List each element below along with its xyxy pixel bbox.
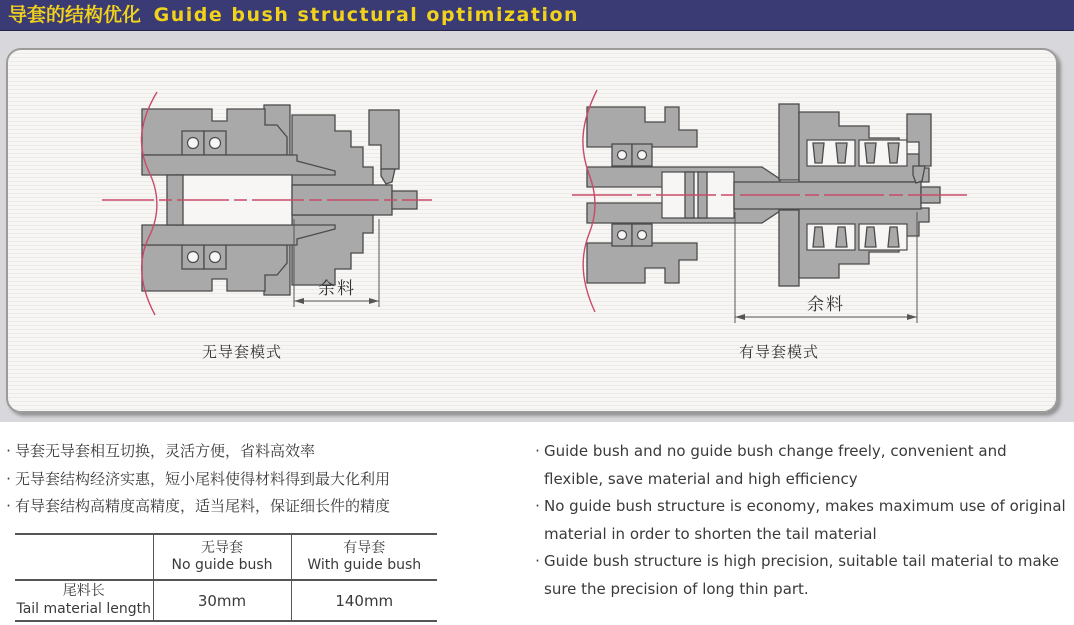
notes-english	[531, 438, 1066, 603]
bullet-icon: ·	[6, 497, 11, 515]
dimension-label: 余料	[807, 295, 845, 315]
page-title-en: Guide bush structural optimization	[153, 4, 580, 26]
bearing-ball	[210, 138, 221, 149]
bullet-icon: ·	[6, 469, 11, 488]
bullet-icon: ·	[535, 497, 540, 515]
row-label-zh: 尾料长	[62, 583, 105, 599]
table-row	[15, 580, 437, 621]
tail-material-table	[15, 533, 437, 622]
note-item	[531, 548, 1066, 603]
table-corner-cell	[15, 534, 153, 580]
roller	[865, 143, 876, 163]
note-text: Guide bush structure is high precision, suitable tail material to make sure the precision of long thin part.	[544, 552, 1060, 598]
note-item	[2, 438, 527, 466]
col-header-en: With guide bush	[307, 557, 422, 573]
col-header-zh: 无导套	[201, 539, 243, 556]
bearing-ball	[188, 138, 199, 149]
page-title-bar	[0, 0, 1074, 31]
row-label-en: Tail material length	[16, 600, 152, 617]
note-item	[2, 466, 527, 494]
page-title-zh: 导套的结构优化	[8, 4, 142, 26]
bullet-icon: ·	[535, 552, 540, 570]
caption-with-guide-bush: 有导套模式	[739, 343, 820, 361]
row-label-tail-material-length	[15, 580, 153, 621]
table-header-row	[15, 534, 437, 580]
col-header-en: No guide bush	[171, 557, 273, 573]
cutter-tip	[381, 169, 395, 184]
bullet-icon: ·	[535, 442, 540, 460]
note-text: 导套无导套相互切换，灵活方便，省料高效率	[15, 442, 316, 460]
col-header-zh: 有导套	[343, 539, 386, 556]
support-column	[779, 104, 799, 180]
notes-chinese	[2, 438, 527, 521]
roller	[813, 143, 824, 163]
col-header-no-guide-bush	[153, 534, 291, 580]
note-item	[531, 438, 1066, 493]
diagram-with-guide-bush	[567, 82, 977, 332]
note-item	[2, 493, 527, 521]
diagram-panel	[6, 48, 1058, 413]
caption-no-guide-bush: 无导套模式	[202, 343, 283, 361]
value-with-guide-bush: 140mm	[291, 580, 437, 621]
bullet-icon: ·	[6, 442, 11, 460]
value-no-guide-bush: 30mm	[153, 580, 291, 621]
headstock-housing	[587, 107, 697, 147]
roller	[888, 143, 899, 163]
bearing-ball	[618, 151, 627, 160]
col-header-with-guide-bush	[291, 534, 437, 580]
note-text: 无导套结构经济实惠，短小尾料使得材料得到最大化利用	[15, 469, 391, 488]
note-item	[531, 493, 1066, 548]
bearing-ball	[638, 151, 647, 160]
note-text: Guide bush and no guide bush change freely, convenient and flexible, save material and high efficiency	[544, 442, 1007, 488]
diagram-no-guide-bush	[97, 87, 437, 322]
note-text: No guide bush structure is economy, makes maximum use of original material in order to shorten the tail material	[544, 497, 1066, 543]
dimension-label: 余料	[318, 279, 356, 299]
note-text: 有导套结构高精度高精度，适当尾料，保证细长件的精度	[15, 497, 391, 515]
cutting-tool	[369, 110, 399, 169]
roller	[836, 143, 847, 163]
